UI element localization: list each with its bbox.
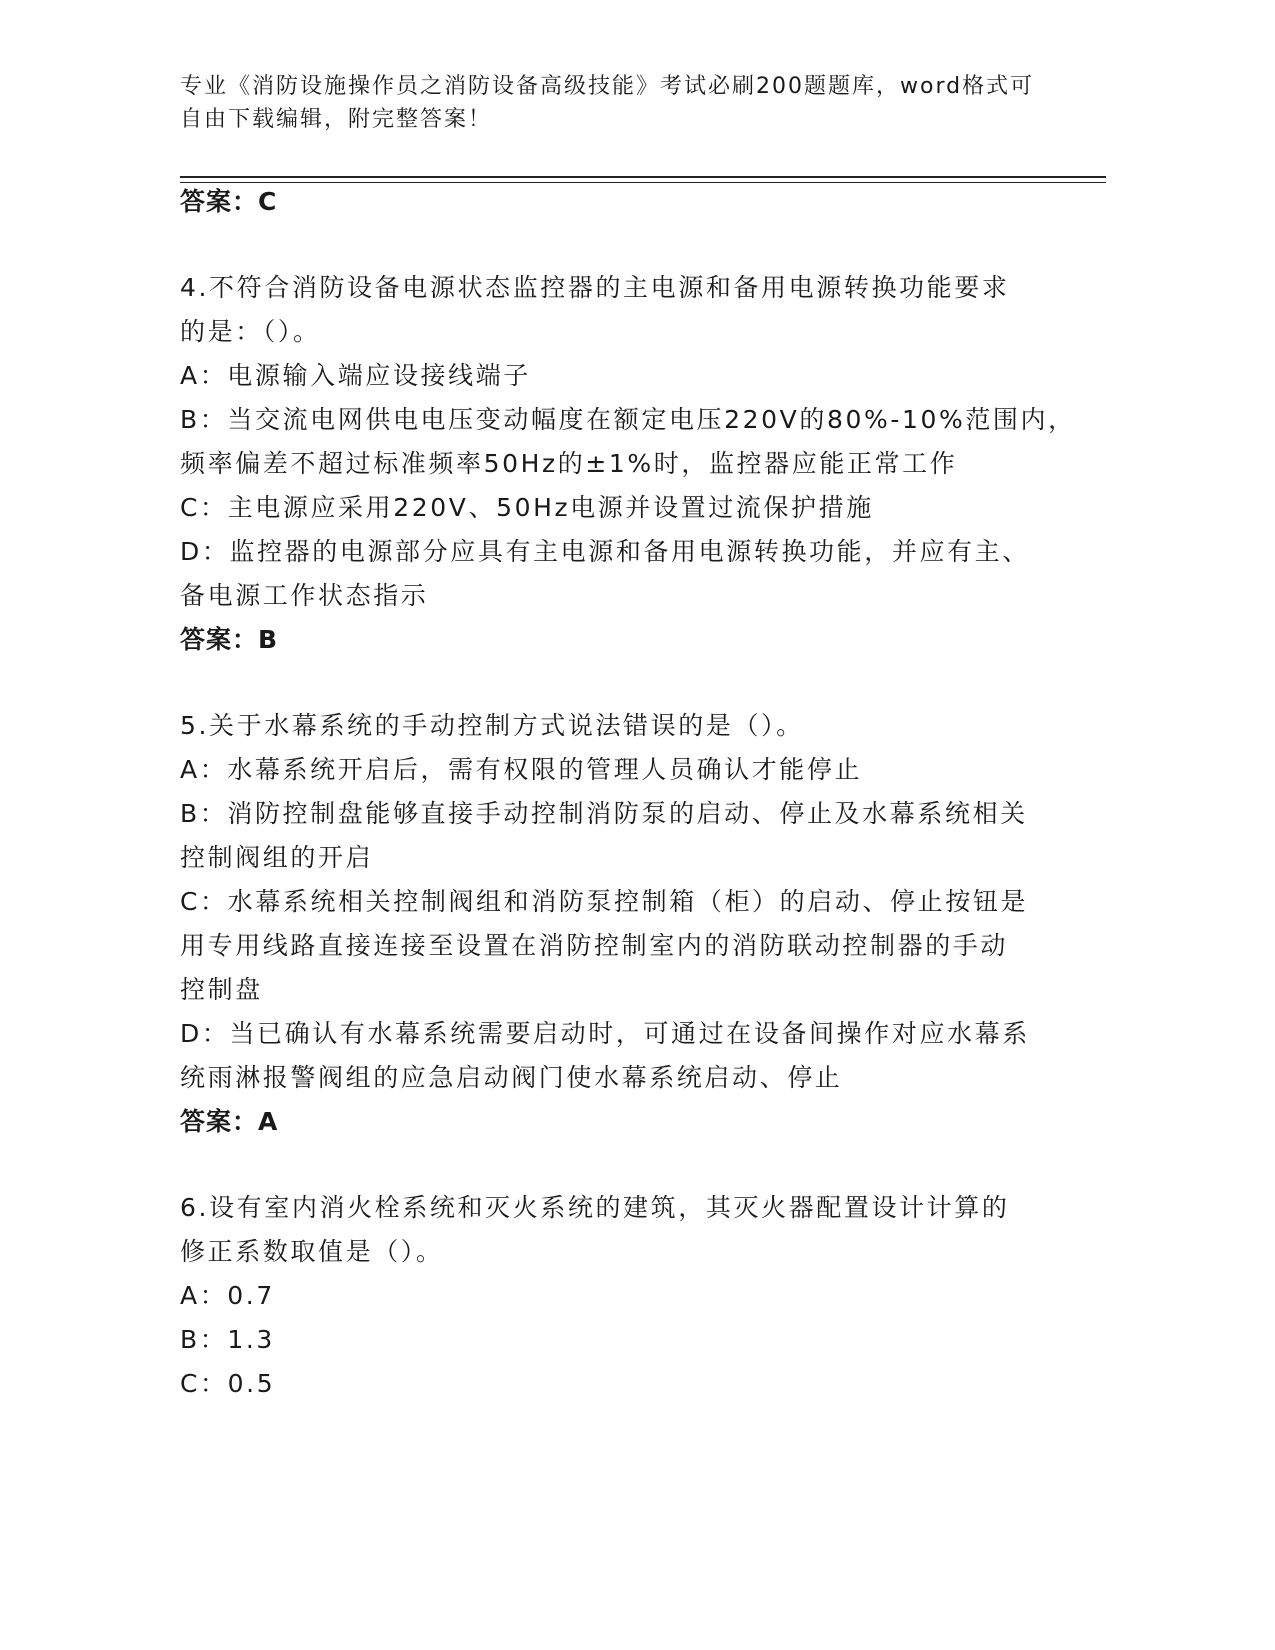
q4-option-b-line-1: B：当交流电网供电电压变动幅度在额定电压220V的80%-10%范围内， <box>180 405 1076 434</box>
q5-option-c-line-2: 用专用线路直接连接至设置在消防控制室内的消防联动控制器的手动 <box>180 931 1009 960</box>
q5-option-d-line-1: D：当已确认有水幕系统需要启动时，可通过在设备间操作对应水幕系 <box>180 1019 1030 1048</box>
q6-option-a: A：0.7 <box>180 1281 275 1310</box>
q4-answer: 答案：B <box>180 625 279 654</box>
q5-option-b-line-1: B：消防控制盘能够直接手动控制消防泵的启动、停止及水幕系统相关 <box>180 799 1028 828</box>
q5-option-c-line-1: C：水幕系统相关控制阀组和消防泵控制箱（柜）的启动、停止按钮是 <box>180 887 1029 916</box>
document-header <box>180 70 1080 136</box>
header-line-1: 专业《消防设施操作员之消防设备高级技能》考试必刷200题题库，word格式可 <box>180 74 1035 99</box>
q6-option-b: B：1.3 <box>180 1325 275 1354</box>
spacer <box>180 662 1040 704</box>
spacer <box>180 1144 1040 1186</box>
spacer <box>180 224 1040 266</box>
q4-option-c: C：主电源应采用220V、50Hz电源并设置过流保护措施 <box>180 493 874 522</box>
q4-option-a: A：电源输入端应设接线端子 <box>180 361 531 390</box>
question-6 <box>180 1186 1040 1406</box>
q5-option-d-line-2: 统雨淋报警阀组的应急启动阀门使水幕系统启动、停止 <box>180 1063 843 1092</box>
question-4 <box>180 266 1076 662</box>
q6-stem-line-2: 修正系数取值是（）。 <box>180 1237 444 1266</box>
header-line-2: 自由下载编辑，附完整答案！ <box>180 107 493 132</box>
q5-option-a: A：水幕系统开启后，需有权限的管理人员确认才能停止 <box>180 755 863 784</box>
q4-stem-line-1: 4.不符合消防设备电源状态监控器的主电源和备用电源转换功能要求 <box>180 273 1010 302</box>
q4-option-d-line-1: D：监控器的电源部分应具有主电源和备用电源转换功能，并应有主、 <box>180 537 1030 566</box>
q6-option-c: C：0.5 <box>180 1369 276 1398</box>
header-divider-thick <box>180 176 1106 178</box>
q5-stem: 5.关于水幕系统的手动控制方式说法错误的是（）。 <box>180 711 804 740</box>
document-body <box>180 180 1076 1406</box>
question-5 <box>180 704 1040 1144</box>
q3-answer: 答案：C <box>180 187 278 216</box>
q6-stem-line-1: 6.设有室内消火栓系统和灭火系统的建筑，其灭火器配置设计计算的 <box>180 1193 1010 1222</box>
q5-option-b-line-2: 控制阀组的开启 <box>180 843 374 872</box>
q5-answer: 答案：A <box>180 1107 279 1136</box>
q5-option-c-line-3: 控制盘 <box>180 975 263 1004</box>
q4-option-b-line-2: 频率偏差不超过标准频率50Hz的±1%时，监控器应能正常工作 <box>180 449 958 478</box>
q4-option-d-line-2: 备电源工作状态指示 <box>180 581 429 610</box>
q4-stem-line-2: 的是：（）。 <box>180 317 321 346</box>
